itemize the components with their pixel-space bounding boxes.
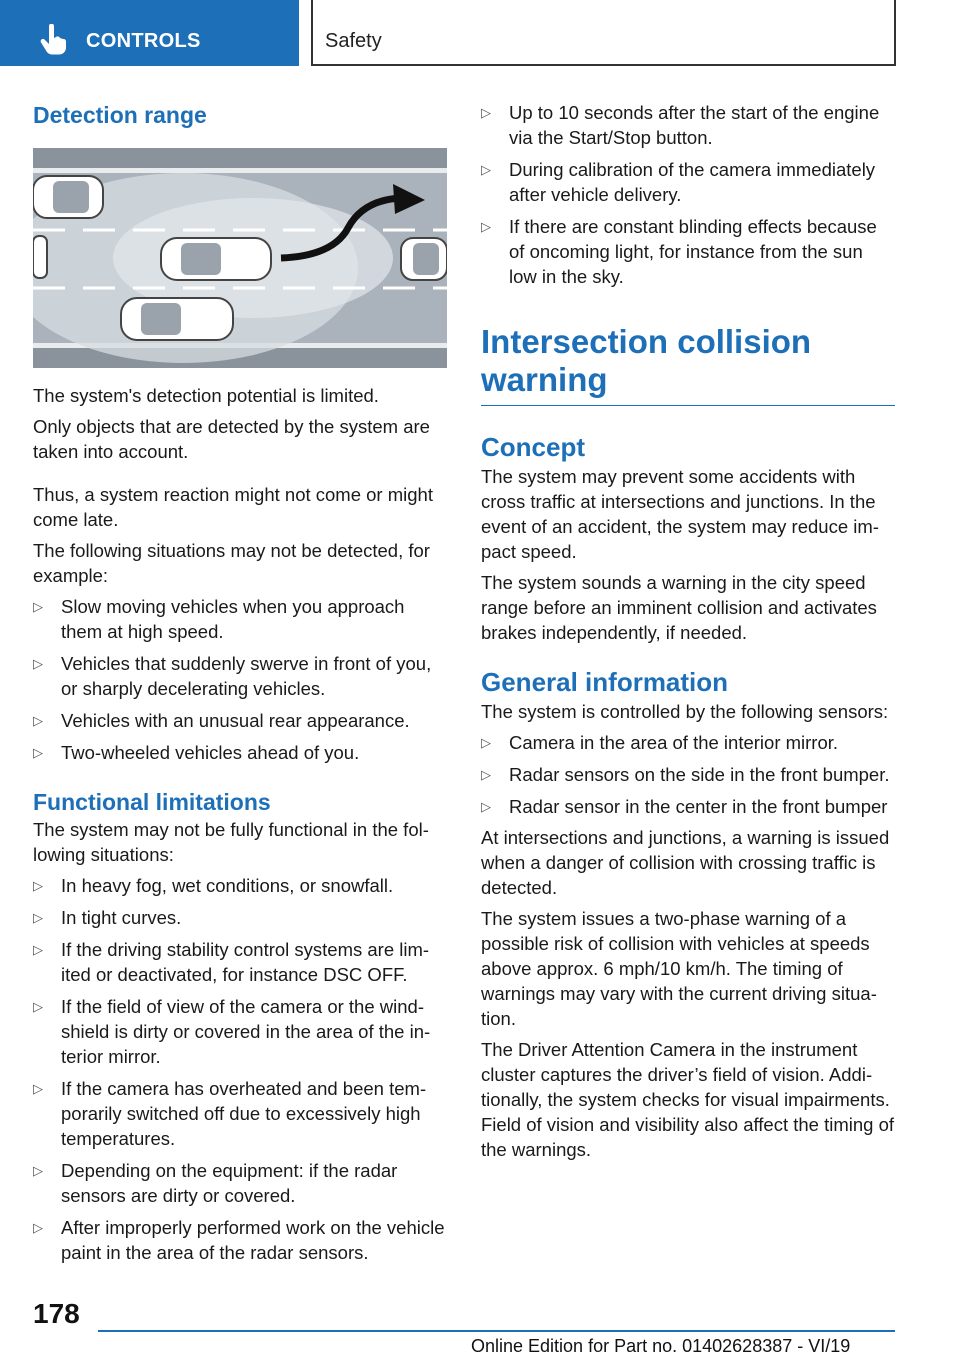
concept-heading: Concept [481, 432, 585, 462]
footer-rule [98, 1330, 895, 1332]
bullet-triangle-icon: ▷ [33, 656, 43, 671]
list-item: ▷ In heavy fog, wet conditions, or snowfall. [33, 875, 394, 896]
list-item: ▷ Two-wheeled vehicles ahead of you. [33, 742, 360, 763]
intersection-collision-heading: Intersection collision warning [481, 323, 812, 398]
paragraph: At intersections and junctions, a warning is issued when a danger of collision with crossing traffic is detected. [481, 827, 890, 898]
general-information-heading: General information [481, 667, 729, 697]
list-item: ▷ During calibration of the camera immediately after vehicle delivery. [481, 159, 876, 205]
paragraph: The system may not be fully functional in the following situations: [33, 819, 429, 865]
bullet-triangle-icon: ▷ [33, 599, 43, 614]
heading-rule [481, 405, 895, 406]
detection-range-illustration [33, 148, 447, 368]
header-title-box [311, 0, 896, 66]
list-item: ▷ If there are constant blinding effects because of oncoming light, for instance from the sun low in the sky. [481, 216, 877, 287]
list-item: ▷ If the driving stability control systems are limited or deactivated, for instance DSC OFF. [33, 939, 430, 985]
paragraph: The following situations may not be detected, for example: [33, 540, 430, 586]
bullet-triangle-icon: ▷ [33, 878, 43, 893]
paragraph: Thus, a system reaction might not come or might come late. [33, 484, 433, 530]
bullet-triangle-icon: ▷ [33, 942, 43, 957]
paragraph: The system may prevent some accidents with cross traffic at intersections and junctions. In the event of an accident, the system may reduce impact speed. [481, 466, 879, 562]
section-tab-label: CONTROLS [86, 30, 201, 52]
bullet-triangle-icon: ▷ [481, 219, 491, 234]
list-item: ▷ After improperly performed work on the vehicle paint in the area of the radar sensors. [33, 1217, 445, 1263]
bullet-triangle-icon: ▷ [33, 999, 43, 1014]
list-item: ▷ Radar sensors on the side in the front bumper. [481, 764, 890, 785]
bullet-triangle-icon: ▷ [33, 713, 43, 728]
top-bullet-list [481, 100, 895, 289]
detection-bullet-list [33, 594, 447, 765]
list-item: ▷ If the camera has overheated and been temporarily switched off due to excessively high temperatures. [33, 1078, 427, 1149]
list-item: ▷ Vehicles with an unusual rear appearance. [33, 710, 410, 731]
paragraph: The system is controlled by the following sensors: [481, 701, 889, 722]
bullet-triangle-icon: ▷ [33, 1163, 43, 1178]
right-column [481, 100, 895, 1162]
list-item: ▷ Vehicles that suddenly swerve in front of you, or sharply decelerating vehicles. [33, 653, 432, 699]
section-tab[interactable] [0, 0, 299, 66]
list-item: ▷ Slow moving vehicles when you approach them at high speed. [33, 596, 405, 642]
list-item: ▷ In tight curves. [33, 907, 182, 928]
list-item: ▷ Camera in the area of the interior mirror. [481, 732, 839, 753]
paragraph: The system's detection potential is limited. [33, 385, 379, 406]
bullet-triangle-icon: ▷ [481, 767, 491, 782]
bullet-triangle-icon: ▷ [33, 1220, 43, 1235]
paragraph: The system issues a two-phase warning of a possible risk of collision with vehicles at speeds above approx. 6 mph/10 km/h. The timing of warnings may vary with the current driving situation. [481, 908, 877, 1029]
left-column [33, 100, 447, 1265]
bullet-triangle-icon: ▷ [33, 910, 43, 925]
pointing-hand-icon [38, 24, 68, 56]
bullet-triangle-icon: ▷ [33, 1081, 43, 1096]
paragraph: Only objects that are detected by the system are taken into account. [33, 416, 430, 462]
functional-bullet-list [33, 873, 447, 1265]
paragraph: The Driver Attention Camera in the instrument cluster captures the driver’s field of vision. Additionally, the system checks for visual impairments. Field of vision and visibility also affect the timing of the warnings. [481, 1039, 895, 1160]
bullet-triangle-icon: ▷ [481, 799, 491, 814]
list-item: ▷ If the field of view of the camera or the windshield is dirty or covered in the area of the interior mirror. [33, 996, 431, 1067]
paragraph: The system sounds a warning in the city speed range before an imminent collision and activates brakes independently, if needed. [481, 572, 877, 643]
edition-footer: Online Edition for Part no. 01402628387 - VI/19 [471, 1336, 851, 1356]
functional-limitations-heading: Functional limitations [33, 789, 271, 815]
page-number: 178 [33, 1298, 80, 1329]
bullet-triangle-icon: ▷ [481, 162, 491, 177]
bullet-triangle-icon: ▷ [481, 735, 491, 750]
bullet-triangle-icon: ▷ [33, 745, 43, 760]
list-item: ▷ Radar sensor in the center in the front bumper [481, 796, 888, 817]
list-item: ▷ Depending on the equipment: if the radar sensors are dirty or covered. [33, 1160, 398, 1206]
detection-range-heading: Detection range [33, 102, 207, 128]
list-item: ▷ Up to 10 seconds after the start of the engine via the Start/Stop button. [481, 102, 880, 148]
bullet-triangle-icon: ▷ [481, 105, 491, 120]
page-title: Safety [325, 30, 382, 52]
sensor-bullet-list [481, 730, 895, 819]
detection-paragraphs [33, 383, 447, 588]
